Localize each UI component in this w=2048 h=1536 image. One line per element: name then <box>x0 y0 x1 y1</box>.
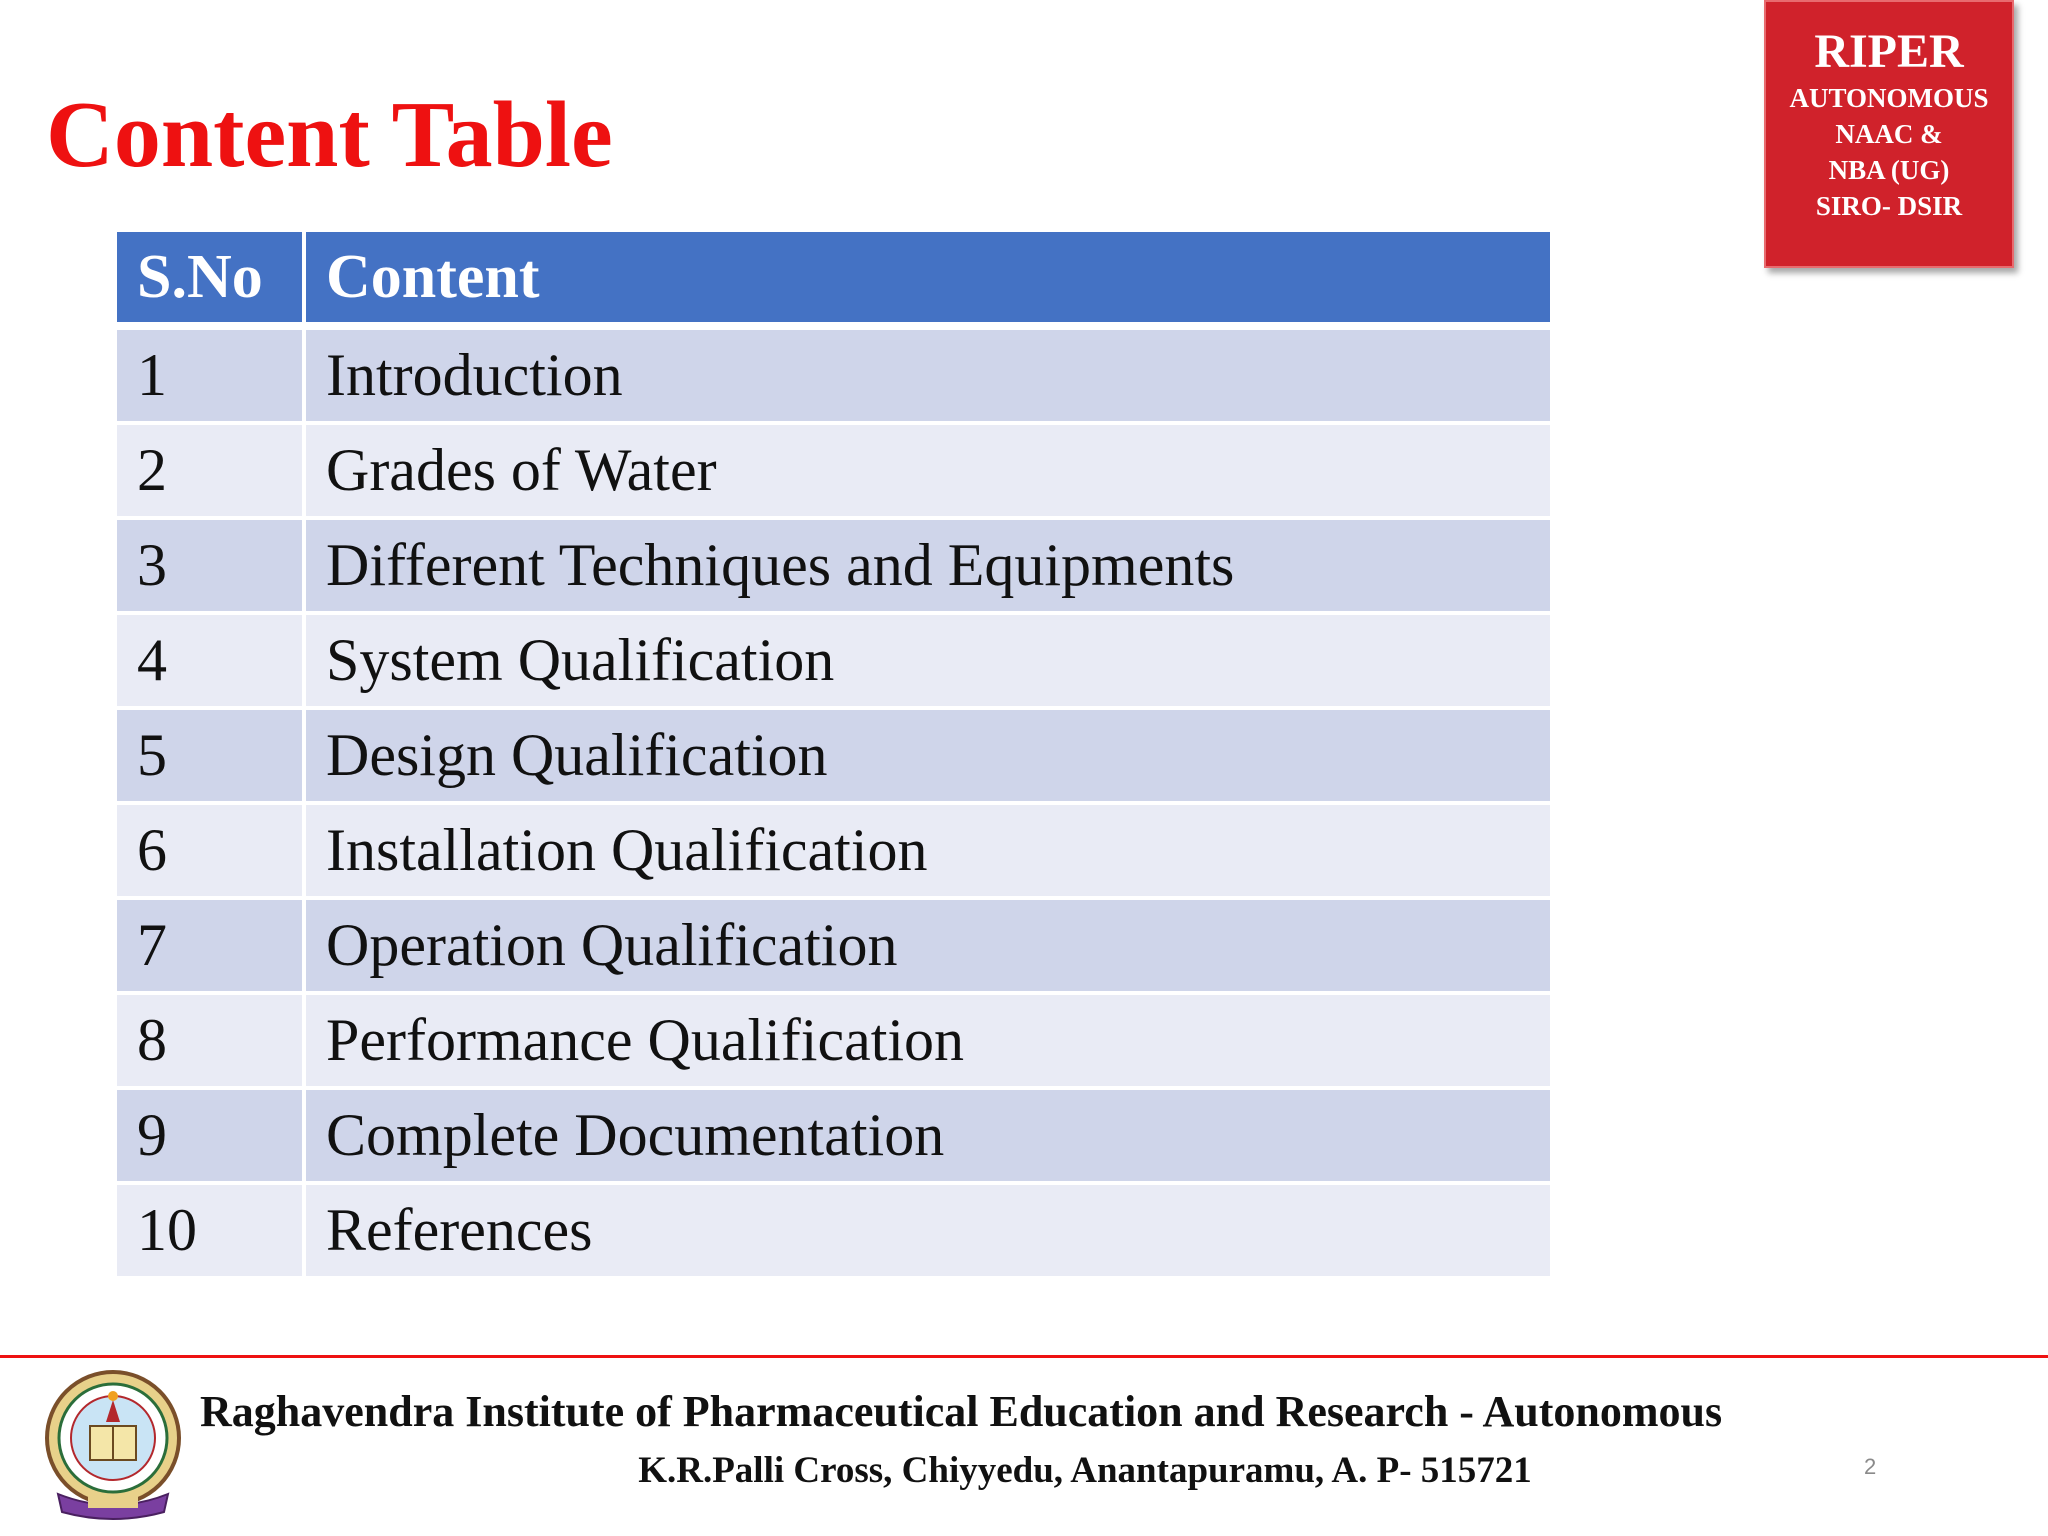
header-content: Content <box>304 232 1550 326</box>
institution-seal-icon <box>38 1366 188 1524</box>
row-content: Introduction <box>304 326 1550 423</box>
row-content: Different Techniques and Equipments <box>304 518 1550 613</box>
row-sno: 6 <box>117 803 304 898</box>
badge-line-nba: NBA (UG) <box>1828 155 1950 185</box>
row-sno: 7 <box>117 898 304 993</box>
table-row <box>117 898 1550 993</box>
row-content: Performance Qualification <box>304 993 1550 1088</box>
badge-line-naac: NAAC & <box>1835 119 1943 149</box>
row-sno: 8 <box>117 993 304 1088</box>
table-row <box>117 1183 1550 1278</box>
row-content: System Qualification <box>304 613 1550 708</box>
table-row <box>117 326 1550 423</box>
row-sno: 2 <box>117 423 304 518</box>
page-number: 2 <box>1864 1454 1877 1479</box>
content-table <box>117 232 1550 1280</box>
row-content: Operation Qualification <box>304 898 1550 993</box>
table-row <box>117 423 1550 518</box>
row-content: Grades of Water <box>304 423 1550 518</box>
badge-line-autonomous: AUTONOMOUS <box>1789 83 1989 113</box>
row-content: References <box>304 1183 1550 1278</box>
table-row <box>117 518 1550 613</box>
header-sno: S.No <box>117 232 304 326</box>
row-sno: 9 <box>117 1088 304 1183</box>
badge-name: RIPER <box>1814 25 1964 78</box>
table-row <box>117 613 1550 708</box>
row-sno: 5 <box>117 708 304 803</box>
slide-title: Content Table <box>46 83 613 187</box>
row-sno: 1 <box>117 326 304 423</box>
footer-address: K.R.Palli Cross, Chiyyedu, Anantapuramu, A. P- 515721 <box>638 1450 1532 1491</box>
row-sno: 4 <box>117 613 304 708</box>
row-content: Complete Documentation <box>304 1088 1550 1183</box>
footer-institution-name: Raghavendra Institute of Pharmaceutical Education and Research - Autonomous <box>200 1387 1723 1436</box>
table-row <box>117 993 1550 1088</box>
table-row <box>117 1088 1550 1183</box>
row-content: Installation Qualification <box>304 803 1550 898</box>
table-header-row <box>117 232 1550 326</box>
table-row <box>117 708 1550 803</box>
row-sno: 3 <box>117 518 304 613</box>
table-row <box>117 803 1550 898</box>
accreditation-badge <box>1764 0 2014 268</box>
footer-divider <box>0 1355 2048 1358</box>
row-content: Design Qualification <box>304 708 1550 803</box>
badge-line-siro: SIRO- DSIR <box>1815 191 1963 221</box>
row-sno: 10 <box>117 1183 304 1278</box>
